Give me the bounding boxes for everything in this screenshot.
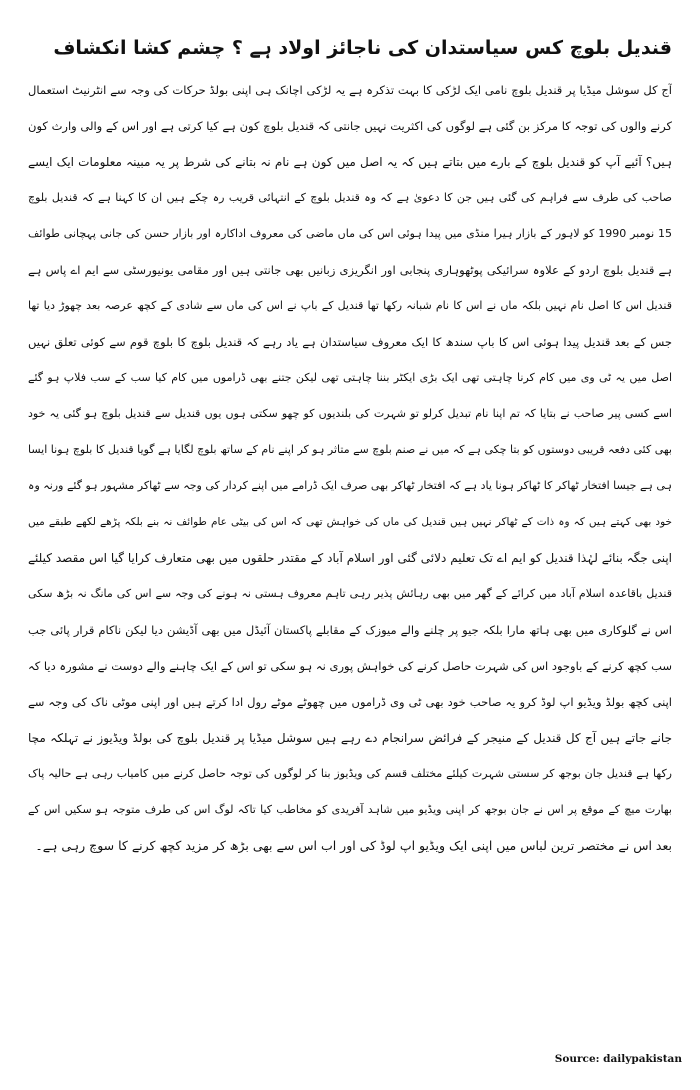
article-line: رکھا ہے قندیل جان بوجھ کر سستی شہرت کیلئے مختلف قسم کی ویڈیوز بنا کر لوگوں کی توجہ حاصل کرنے میں کامیاب رہی ہے حالیہ پاک bbox=[28, 767, 672, 780]
article-line: سب کچھ کرنے کے باوجود اس کی شہرت حاصل کرنے کی خواہش پوری نہ ہو سکی تو اس کے ایک چاہنے والے دوست نے مشورہ دیا کہ bbox=[28, 659, 672, 673]
article-line: کرنے والوں کی توجہ کا مرکز بن گئی ہے لوگوں کی اکثریت نہیں جانتی کہ قندیل بلوچ کون ہے کیا کرتی ہے اور اس کے والی وارث کون bbox=[28, 119, 672, 133]
article-headline: قندیل بلوچ کس سیاستدان کی ناجائز اولاد ہے ؟ چشم کشا انکشاف bbox=[53, 37, 672, 59]
article-line: ہی ہے جیسا افتخار ٹھاکر کا ٹھاکر ہونا یاد ہے کہ افتخار ٹھاکر بھی صرف ایک ڈرامے میں اپنے کردار کی وجہ سے ٹھاکر مشہور ہو گئے ورنہ وہ bbox=[28, 479, 672, 492]
article-body bbox=[28, 72, 672, 864]
article-line: اس نے گلوکاری میں بھی ہاتھ مارا بلکہ جیو پر چلنے والے میوزک کے مقابلے پاکستان آئیڈل میں بھی آڈیشن دیا لیکن ناکام قرار پائی جب bbox=[28, 623, 672, 637]
article-line: اپنی کچھ بولڈ ویڈیو اپ لوڈ کرو یہ صاحب خود بھی ٹی وی ڈراموں میں چھوٹے موٹے رول ادا کرتے ہیں اور اپنی موٹی ناک کی وجہ سے bbox=[28, 695, 672, 709]
article-line: اسے کسی پیر صاحب نے بتایا کہ تم اپنا نام تبدیل کرلو تو شہرت کی بلندیوں کو چھو سکتی ہوں یوں قندیل سے قندیل بلوچ ہو گئی یہ خود bbox=[28, 407, 672, 420]
source-credit: Source: dailypakistan bbox=[554, 1053, 682, 1065]
article-line: 15 نومبر 1990 کو لاہور کے بازار ہیرا منڈی میں پیدا ہوئی اس کی ماں ماضی کی معروف اداکارہ اور بازار حسن کی جانی پہچانی طوائف bbox=[28, 227, 672, 240]
article-line: قندیل باقاعدہ اسلام آباد میں کرائے کے گھر میں بھی رہائش پذیر رہی تاہم معروف ہستی نہ ہونے کی وجہ سے اس کی مانگ نہ بڑھ سکی bbox=[28, 587, 672, 600]
article-line: بھارت میچ کے موقع پر اس نے جان بوجھ کر اپنی ویڈیو میں شاہد آفریدی کو مخاطب کیا تاکہ لوگ اس کی طرف متوجہ ہو سکیں اس کے bbox=[28, 803, 672, 816]
article-line: ہیں؟ آئیے آپ کو قندیل بلوچ کے بارے میں بتاتے ہیں کہ یہ اصل میں کون ہے نام نہ بتانے کی شرط پر یہ مبینہ معلومات ایک ایسے bbox=[28, 155, 672, 169]
article-line: بعد اس نے مختصر ترین لباس میں اپنی ایک ویڈیو اپ لوڈ کی اور اب اس سے بھی بڑھ کر مزید کچھ کرنے کا سوچ رہی ہے۔ bbox=[35, 838, 672, 853]
article-line: جانے جاتے ہیں آج کل قندیل کے منیجر کے فرائض سرانجام دے رہے ہیں سوشل میڈیا پر قندیل بلوچ کی بولڈ ویڈیوز نے تہلکہ مچا bbox=[28, 731, 672, 745]
article-line: اپنی جگہ بنائے لہٰذا قندیل کو ایم اے تک تعلیم دلائی گئی اور اسلام آباد کے مقتدر حلقوں میں بھی متعارف کرایا گیا اس مقصد کیلئے bbox=[28, 551, 672, 565]
article-line: خود بھی کہتے ہیں کہ وہ ذات کے ٹھاکر نہیں ہیں قندیل کی ماں کی خواہش تھی کہ اس کی بیٹی عام طوائف نہ بنے بلکہ پڑھے لکھے طبقے میں bbox=[28, 516, 672, 528]
article-line: قندیل اس کا اصل نام نہیں بلکہ ماں نے اس کا نام شبانہ رکھا تھا قندیل کے باپ نے اس کی ماں سے شادی کے کچھ عرصہ بعد چھوڑ دیا تھا bbox=[28, 299, 672, 312]
article-line: آج کل سوشل میڈیا پر قندیل بلوچ نامی ایک لڑکی کا بہت تذکرہ ہے یہ لڑکی اچانک ہی اپنی بولڈ حرکات کی وجہ سے انٹرنیٹ استعمال bbox=[28, 83, 672, 97]
article-line: ہے قندیل بلوچ اردو کے علاوہ سرائیکی پوٹھوہاری پنجابی اور انگریزی زبانیں بھی جانتی ہیں اور مقامی یونیورسٹی سے ایم اے پاس ہے bbox=[28, 263, 672, 277]
article-line: جس کے بعد قندیل پیدا ہوئی اس کا باپ سندھ کا ایک معروف سیاستدان ہے یاد رہے کہ قندیل بلوچ کا بلوچ قوم سے کوئی تعلق نہیں bbox=[28, 335, 672, 349]
article-line: صاحب کی طرف سے فراہم کی گئی ہیں جن کا دعویٰ ہے کہ وہ قندیل بلوچ کے انتہائی قریب رہ چکے ہیں ان کا کہنا ہے کہ قندیل بلوچ bbox=[28, 191, 672, 204]
article-line: اصل میں یہ ٹی وی میں کام کرنا چاہتی تھی ایک بڑی ایکٹر بننا چاہتی تھی لیکن جتنے بھی ڈراموں میں کام کیا سب کے سب فلاپ ہو گئے bbox=[28, 371, 672, 384]
article-line: بھی کئی دفعہ قریبی دوستوں کو بتا چکی ہے کہ میں نے صنم بلوچ سے متاثر ہو کر اپنے نام کے ساتھ بلوچ لگایا ہے گویا قندیل کا بلوچ ہونا ایسا bbox=[28, 443, 672, 456]
